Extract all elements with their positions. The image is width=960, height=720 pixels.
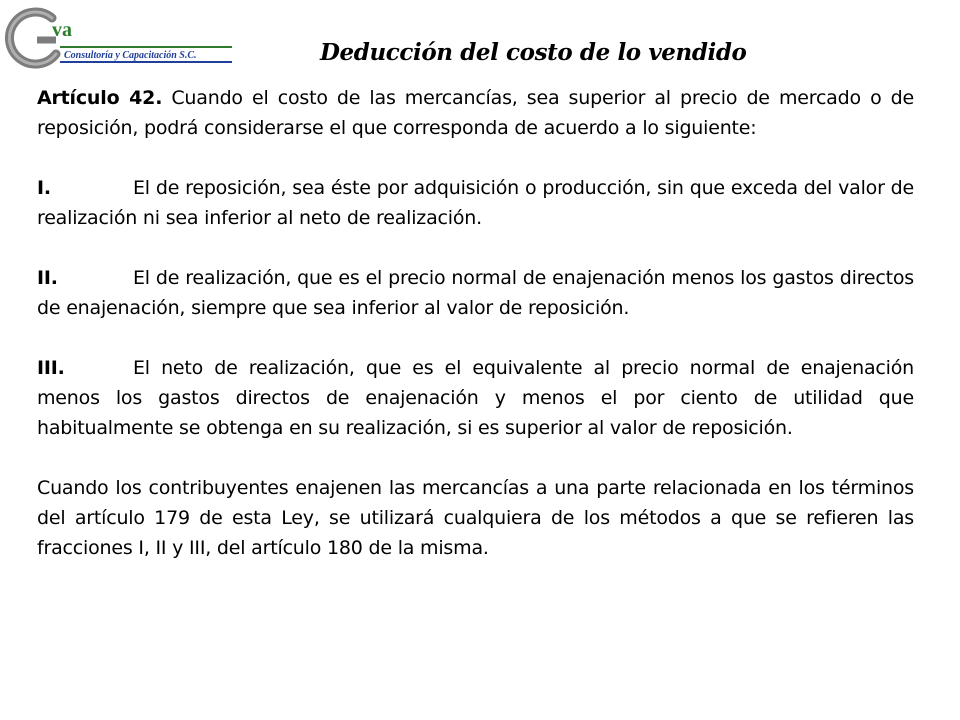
fraction-paragraph-1 [37, 173, 914, 233]
closing-paragraph: Cuando los contribuyentes enajenen las mercancías a una parte relacionada en los términos del artículo 179 de esta Ley, se utilizará cualquiera de los métodos a que se refieren las fracciones I, II y III, del artículo 180 de la misma. [37, 477, 914, 559]
company-logo [4, 6, 244, 72]
fraction-text: El neto de realización, que es el equivalente al precio normal de enajenación menos los gastos directos de enajenación y menos el por ciento de utilidad que habitualmente se obtenga en su realización, si es superior al valor de reposición. [37, 357, 914, 439]
article-intro-text: Cuando el costo de las mercancías, sea superior al precio de mercado o de reposición, podrá considerarse el que corresponda de acuerdo a lo siguiente: [37, 87, 914, 139]
fraction-text: El de reposición, sea éste por adquisición o producción, sin que exceda del valor de realización ni sea inferior al neto de realización. [37, 177, 914, 229]
fraction-paragraph-3 [37, 353, 914, 443]
fraction-numeral: III. [37, 357, 65, 379]
article-label: Artículo 42. [37, 87, 163, 109]
logo-monogram-va: va [52, 19, 72, 41]
fraction-paragraph-2 [37, 263, 914, 323]
slide-title: Deducción del costo de lo vendido [320, 39, 747, 66]
logo-graphic [4, 6, 244, 72]
article-body [37, 83, 914, 563]
fraction-numeral: II. [37, 267, 58, 289]
fraction-numeral: I. [37, 177, 51, 199]
logo-company-name: Consultoría y Capacitación S.C. [64, 50, 197, 61]
article-intro-paragraph [37, 83, 914, 143]
fraction-text: El de realización, que es el precio normal de enajenación menos los gastos directos de enajenación, siempre que sea inferior al valor de reposición. [37, 267, 914, 319]
